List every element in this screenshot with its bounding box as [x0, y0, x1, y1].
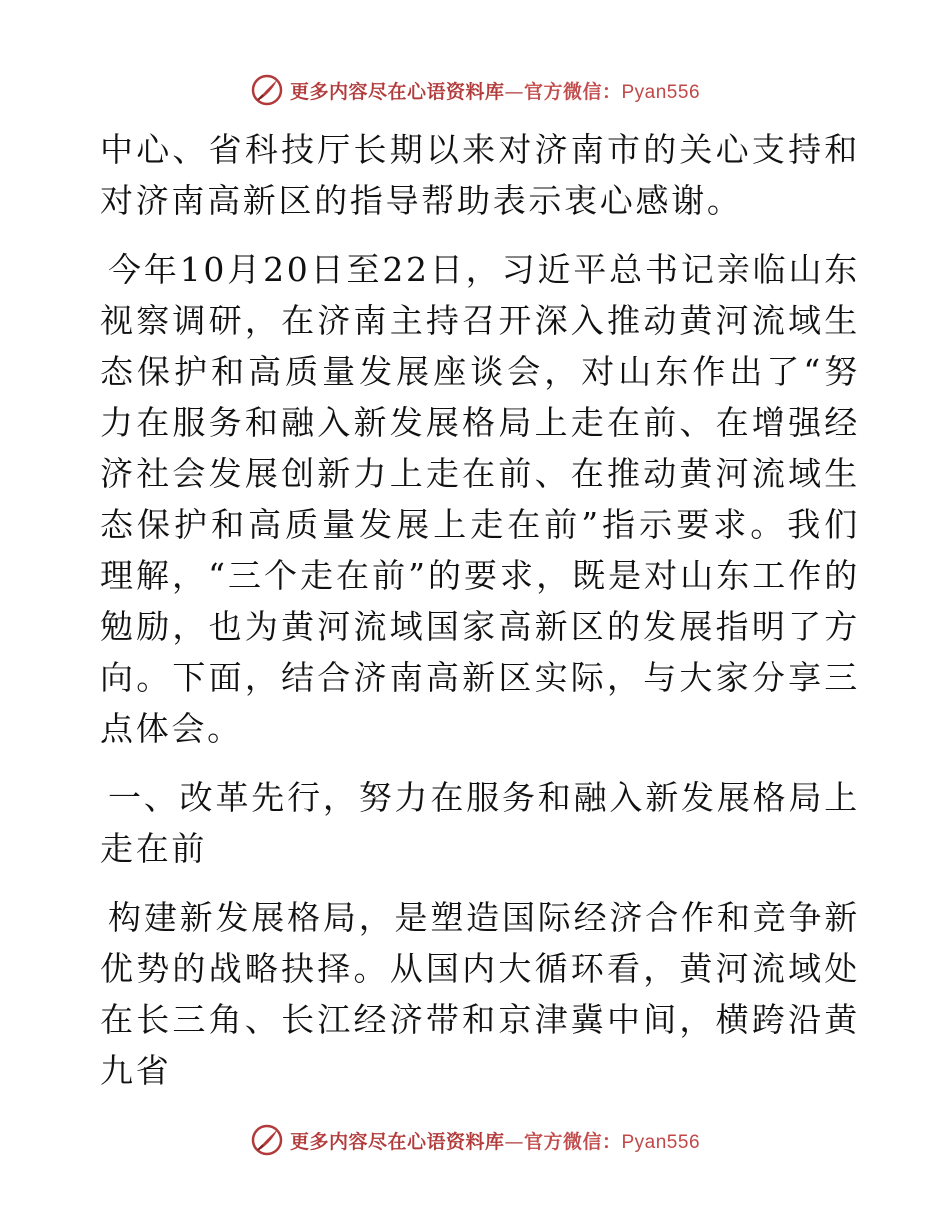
wechat-id: Pyan556	[621, 1131, 701, 1153]
banner-separator: —	[504, 1130, 524, 1153]
footer-banner	[0, 1120, 950, 1160]
banner-separator: —	[504, 80, 524, 103]
paragraph-1: 中心、省科技厅长期以来对济南市的关心支持和对济南高新区的指导帮助表示衷心感谢。	[100, 130, 860, 220]
brand-text: 更多内容尽在心语资料库	[289, 1130, 505, 1153]
wechat-id: Pyan556	[621, 81, 701, 103]
footer-banner-content	[250, 1123, 700, 1157]
section-heading-1: 一、改革先行，努力在服务和融入新发展格局上走在前	[100, 778, 860, 868]
document-body	[100, 124, 860, 1114]
quill-pen-logo-icon	[250, 1123, 284, 1157]
header-banner	[0, 70, 950, 110]
header-banner-text	[290, 77, 700, 104]
wechat-label: 官方微信：	[523, 1130, 622, 1153]
header-banner-content	[250, 73, 700, 107]
wechat-label: 官方微信：	[523, 80, 622, 103]
quill-pen-logo-icon	[250, 73, 284, 107]
brand-text: 更多内容尽在心语资料库	[289, 80, 505, 103]
footer-banner-text	[290, 1127, 700, 1154]
paragraph-3: 构建新发展格局，是塑造国际经济合作和竞争新优势的战略抉择。从国内大循环看，黄河流域处在长三角、长江经济带和京津冀中间，横跨沿黄九省	[100, 898, 860, 1090]
paragraph-2: 今年10月20日至22日，习近平总书记亲临山东视察调研，在济南主持召开深入推动黄河流域生态保护和高质量发展座谈会，对山东作出了“努力在服务和融入新发展格局上走在前、在增强经济社会发展创新力上走在前、在推动黄河流域生态保护和高质量发展上走在前”指示要求。我们理解，“三个走在前”的要求，既是对山东工作的勉励，也为黄河流域国家高新区的发展指明了方向。下面，结合济南高新区实际，与大家分享三点体会。	[100, 250, 860, 748]
